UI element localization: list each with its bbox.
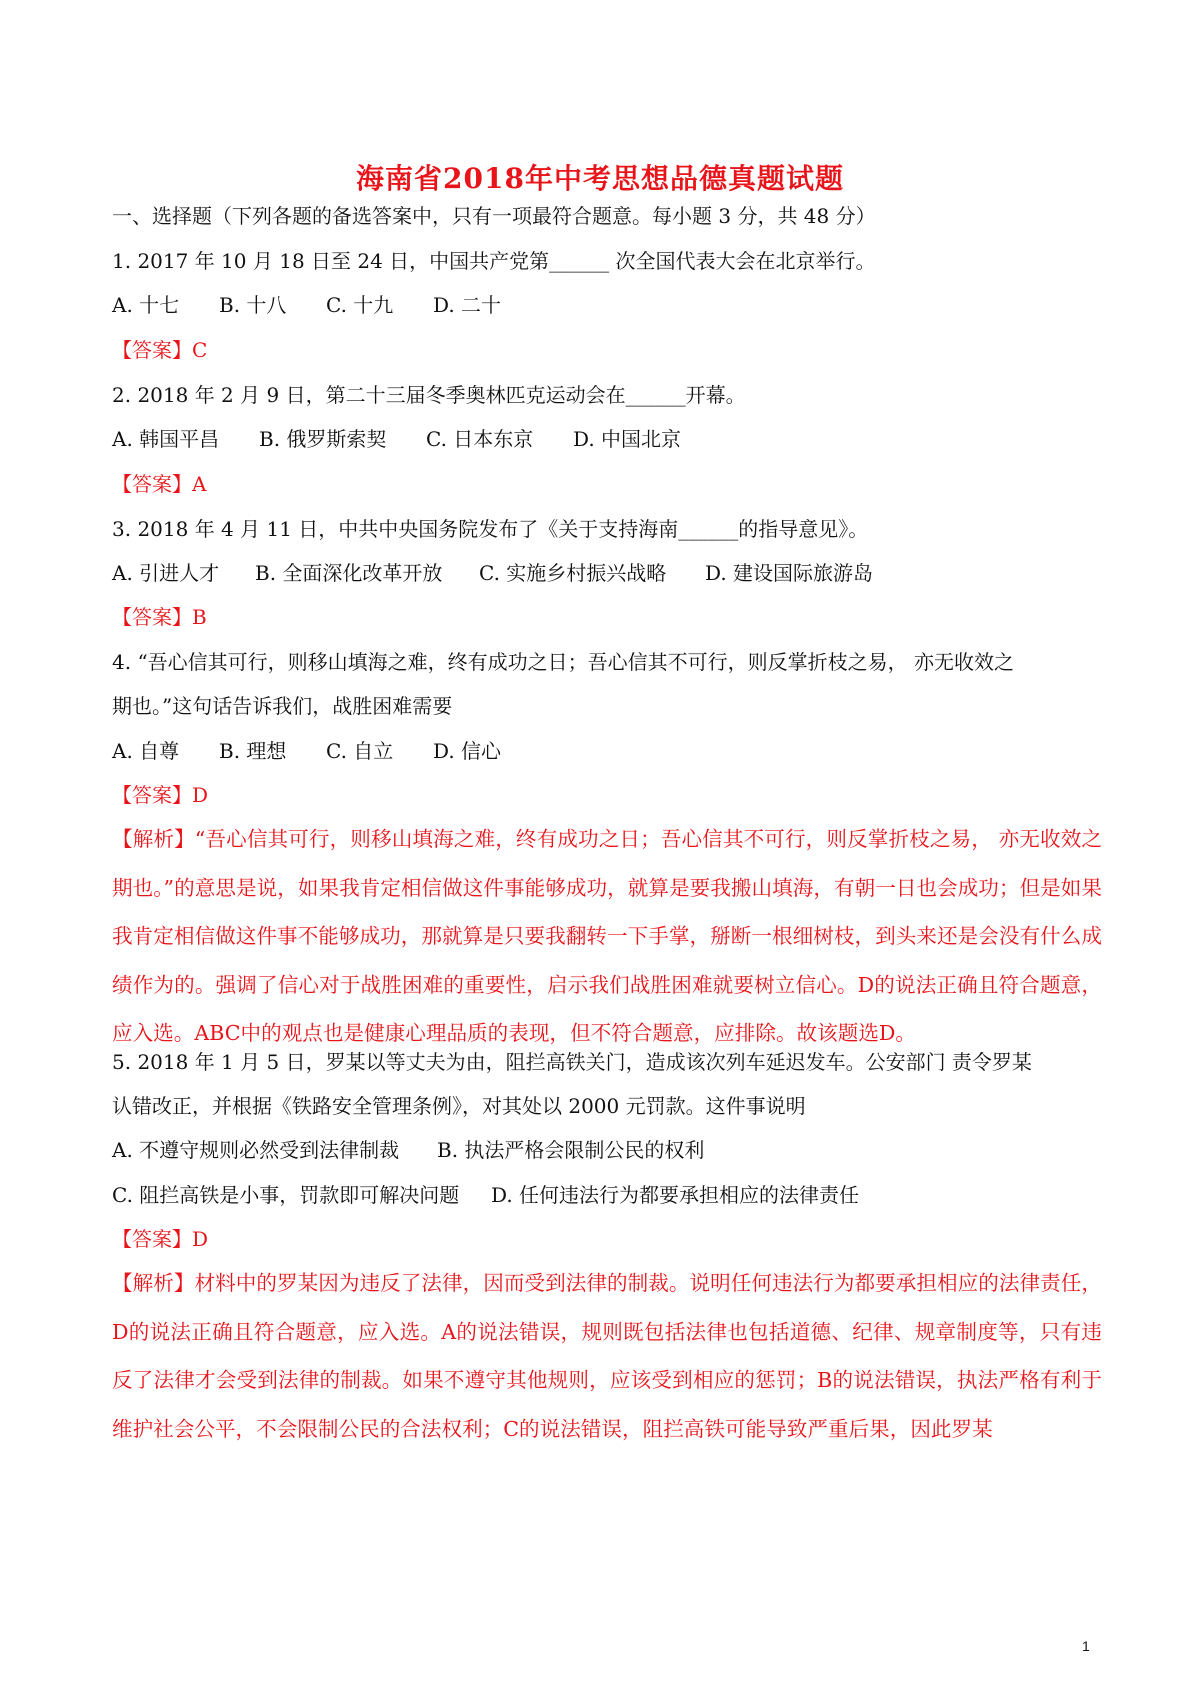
option-b: B. 十八	[219, 293, 287, 317]
option-a: A. 韩国平昌	[112, 427, 220, 451]
option-b: B. 俄罗斯索契	[259, 427, 387, 451]
question-5-options-row-2	[112, 1182, 859, 1208]
question-3-answer: 【答案】B	[112, 605, 207, 629]
question-1-options	[112, 292, 501, 318]
option-a: A. 自尊	[112, 739, 180, 763]
option-d: D. 信心	[433, 739, 502, 763]
section-heading: 一、选择题（下列各题的备选答案中，只有一项最符合题意。每小题 3 分，共 48 分）	[112, 204, 876, 228]
question-4-answer: 【答案】D	[112, 783, 209, 807]
question-1-stem: 1. 2017 年 10 月 18 日至 24 日，中国共产党第______ 次全国代表大会在北京举行。	[112, 249, 876, 273]
option-b: B. 执法严格会限制公民的权利	[437, 1138, 705, 1162]
question-5-options-row-1	[112, 1137, 704, 1163]
option-a: A. 十七	[112, 293, 180, 317]
option-d: D. 中国北京	[573, 427, 682, 451]
question-4-options	[112, 738, 501, 764]
question-2-stem: 2. 2018 年 2 月 9 日，第二十三届冬季奥林匹克运动会在______开幕。	[112, 383, 746, 407]
question-5-stem-line-1: 5. 2018 年 1 月 5 日，罗某以等丈夫为由，阻拦高铁关门，造成该次列车延迟发车。公安部门 责令罗某	[112, 1050, 1032, 1074]
question-5-answer: 【答案】D	[112, 1227, 209, 1251]
question-4-analysis: 【解析】“吾心信其可行，则移山填海之难，终有成功之日；吾心信其不可行，则反掌折枝之易， 亦无收效之期也。”的意思是说，如果我肯定相信做这件事能够成功，就算是要我搬山填海，有朝一日也会成功；但是如果我肯定相信做这件事不能够成功，那就算是只要我翻转一下手掌，掰断一根细树枝，到头来还是会没有什么成绩作为的。强调了信心对于战胜困难的重要性，启示我们战胜困难就要树立信心。D的说法正确且符合题意，应入选。ABC中的观点也是健康心理品质的表现，但不符合题意，应排除。故该题选D。	[112, 827, 1102, 1045]
question-1-answer: 【答案】C	[112, 338, 208, 362]
page-title: 海南省2018年中考思想品德真题试题	[356, 162, 844, 195]
option-d: D. 建设国际旅游岛	[705, 561, 874, 585]
option-c: C. 自立	[326, 739, 394, 763]
option-b: B. 理想	[219, 739, 287, 763]
option-d: D. 二十	[433, 293, 502, 317]
option-a: A. 不遵守规则必然受到法律制裁	[112, 1138, 400, 1162]
question-5-stem-line-2: 认错改正，并根据《铁路安全管理条例》，对其处以 2000 元罚款。这件事说明	[112, 1094, 806, 1118]
question-4-stem-line-2: 期也。”这句话告诉我们，战胜困难需要	[112, 694, 453, 718]
question-4-stem-line-1: 4. “吾心信其可行，则移山填海之难，终有成功之日；吾心信其不可行，则反掌折枝之易， 亦无收效之	[112, 650, 1015, 674]
page-number: 1	[1082, 1638, 1090, 1654]
question-5-analysis: 【解析】材料中的罗某因为违反了法律，因而受到法律的制裁。说明任何违法行为都要承担相应的法律责任，D的说法正确且符合题意，应入选。A的说法错误，规则既包括法律也包括道德、纪律、规章制度等，只有违反了法律才会受到法律的制裁。如果不遵守其他规则，应该受到相应的惩罚；B的说法错误，执法严格有利于维护社会公平，不会限制公民的合法权利；C的说法错误，阻拦高铁可能导致严重后果，因此罗某	[112, 1271, 1102, 1441]
option-c: C. 日本东京	[426, 427, 534, 451]
option-b: B. 全面深化改革开放	[255, 561, 443, 585]
option-c: C. 阻拦高铁是小事，罚款即可解决问题	[112, 1183, 460, 1207]
question-3-options	[112, 560, 873, 586]
question-2-options	[112, 426, 681, 452]
question-2-answer: 【答案】A	[112, 472, 207, 496]
option-d: D. 任何违法行为都要承担相应的法律责任	[491, 1183, 860, 1207]
option-a: A. 引进人才	[112, 561, 220, 585]
option-c: C. 实施乡村振兴战略	[479, 561, 667, 585]
question-3-stem: 3. 2018 年 4 月 11 日，中共中央国务院发布了《关于支持海南______的指导意见》。	[112, 517, 869, 541]
option-c: C. 十九	[326, 293, 394, 317]
